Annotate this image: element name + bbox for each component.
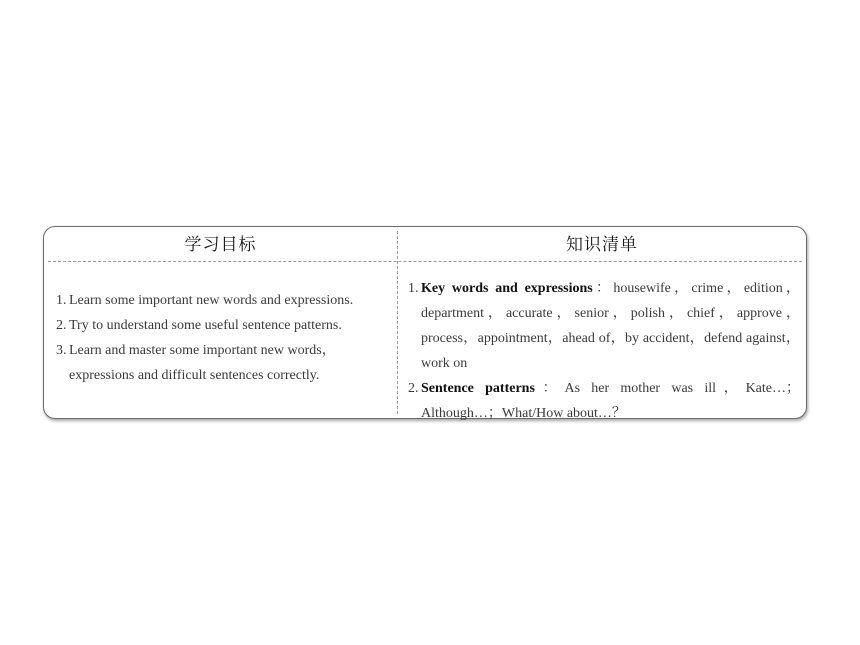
learning-objectives-list (56, 288, 392, 388)
knowledge-list (408, 276, 800, 426)
objective-item (56, 288, 392, 313)
knowledge-text: As her mother was ill，Kate…；Although…；What/How about…？ (421, 381, 800, 421)
knowledge-label: Sentence patterns (421, 381, 535, 396)
objective-text: Learn some important new words and expressions. (69, 293, 354, 308)
objective-text: Try to understand some useful sentence patterns. (69, 318, 342, 333)
item-number: 1. (408, 281, 419, 296)
knowledge-label: Key words and expressions (421, 281, 593, 296)
objectives-table (43, 226, 807, 419)
item-number: 2. (408, 381, 419, 396)
knowledge-item (408, 276, 800, 376)
header-divider (48, 261, 802, 262)
knowledge-item (408, 376, 800, 426)
label-separator: ： (592, 281, 614, 296)
knowledge-text: housewife，crime，edition，department，accurate，senior，polish，chief，approve，process，appointment，ahead of，by accident，defend against，work on (421, 281, 801, 371)
knowledge-list-header: 知识清单 (566, 235, 638, 255)
objective-item (56, 313, 392, 338)
item-number: 3. (56, 343, 67, 358)
objective-text: Learn and master some important new words，expressions and difficult sentences correctly. (69, 343, 336, 383)
objective-item (56, 338, 392, 388)
item-number: 1. (56, 293, 67, 308)
label-separator: ： (534, 381, 565, 396)
learning-objectives-header: 学习目标 (184, 235, 257, 255)
item-number: 2. (56, 318, 67, 333)
